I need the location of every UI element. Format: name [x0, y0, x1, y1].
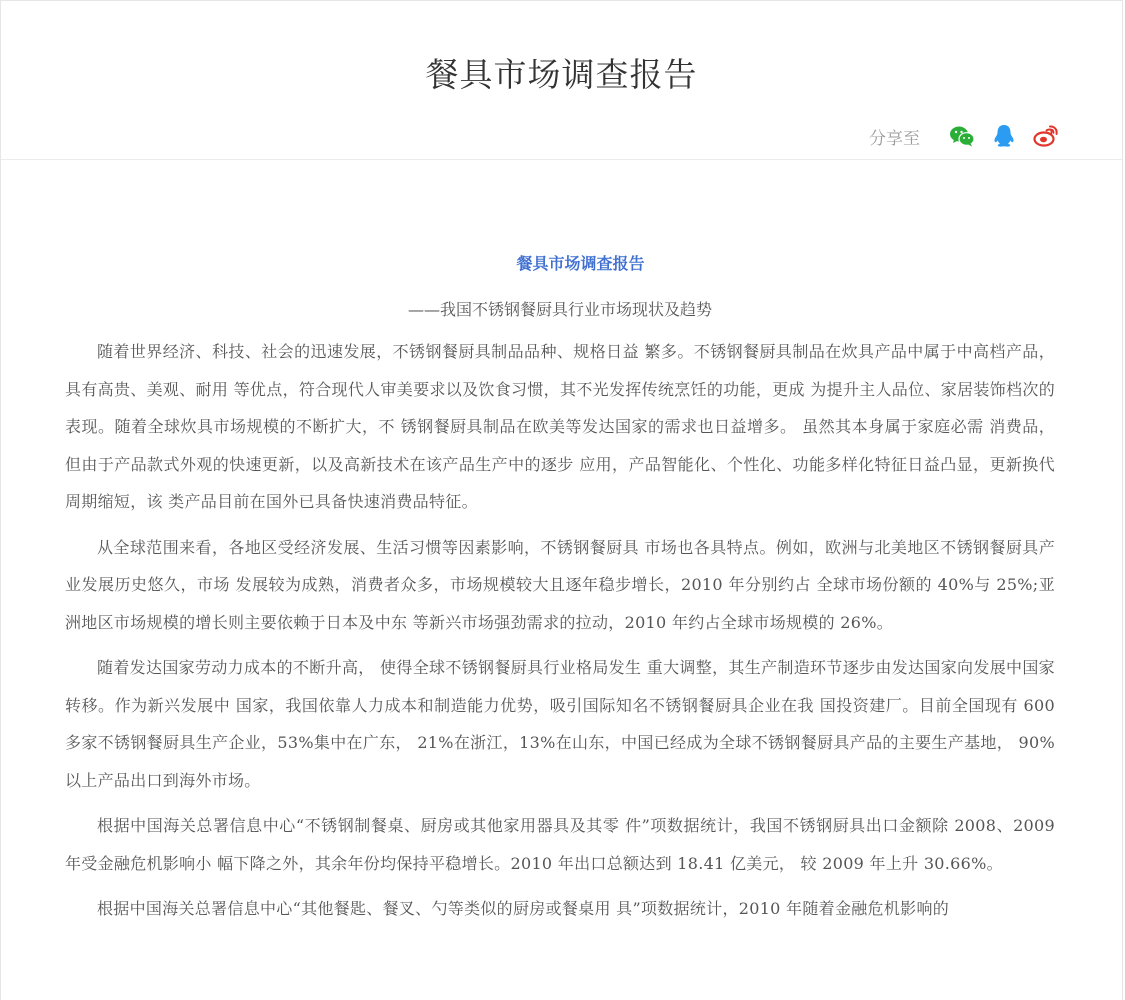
article-paragraph-5: 根据中国海关总署信息中心“其他餐匙、餐叉、勺等类似的厨房或餐桌用 具”项数据统计，2010 年随着金融危机影响的 [97, 899, 950, 918]
article-paragraph-2: 从全球范围来看，各地区受经济发展、生活习惯等因素影响，不锈钢餐厨具 市场也各具特点。例如，欧洲与北美地区不锈钢餐厨具产业发展历史悠久，市场 发展较为成熟，消费者众多，市场规模较大且逐年稳步增长，2010 年分别约占 全球市场份额的 40%与 25%;亚洲地区市场规模的增长则主要依赖于日本及中东 等新兴市场强劲需求的拉动，2010 年约占全球市场规模的 26%。 [65, 537, 1055, 632]
article-body [65, 241, 1055, 936]
article-paragraph-1: 随着世界经济、科技、社会的迅速发展，不锈钢餐厨具制品品种、规格日益 繁多。不锈钢餐厨具制品在炊具产品中属于中高档产品，具有高贵、美观、耐用 等优点，符合现代人审美要求以及饮食习惯，其不光发挥传统烹饪的功能，更成 为提升主人品位、家居装饰档次的表现。随着全球炊具市场规模的不断扩大，不 锈钢餐厨具制品在欧美等发达国家的需求也日益增多。 虽然其本身属于家庭必需 消费品，但由于产品款式外观的快速更新，以及高新技术在该产品生产中的逐步 应用，产品智能化、个性化、功能多样化特征日益凸显，更新换代周期缩短，该 类产品目前在国外已具备快速消费品特征。 [65, 342, 1055, 511]
article-subtitle: ——我国不锈钢餐厨具行业市场现状及趋势 [407, 300, 712, 319]
qq-icon[interactable] [990, 122, 1018, 150]
page-header [1, 1, 1122, 160]
article-paragraph-3: 随着发达国家劳动力成本的不断升高， 使得全球不锈钢餐厨具行业格局发生 重大调整，其生产制造环节逐步由发达国家向发展中国家转移。作为新兴发展中 国家，我国依靠人力成本和制造能力优势，吸引国际知名不锈钢餐厨具企业在我 国投资建厂。目前全国现有 600 多家不锈钢餐厨具生产企业，53%集中在广东， 21%在浙江，13%在山东，中国已经成为全球不锈钢餐厨具产品的主要生产基地， 90%以上产品出口到海外市场。 [65, 658, 1055, 790]
wechat-icon[interactable] [948, 122, 976, 150]
share-label: 分享至 [869, 128, 920, 149]
share-bar [869, 122, 1060, 150]
page-title: 餐具市场调查报告 [425, 55, 698, 94]
article-title: 餐具市场调查报告 [516, 254, 645, 273]
article-paragraph-4: 根据中国海关总署信息中心“不锈钢制餐桌、厨房或其他家用器具及其零 件”项数据统计，我国不锈钢厨具出口金额除 2008、2009 年受金融危机影响小 幅下降之外，其余年份均保持平稳增长。2010 年出口总额达到 18.41 亿美元， 较 2009 年上升 30.66%。 [65, 816, 1055, 873]
weibo-icon[interactable] [1032, 122, 1060, 150]
